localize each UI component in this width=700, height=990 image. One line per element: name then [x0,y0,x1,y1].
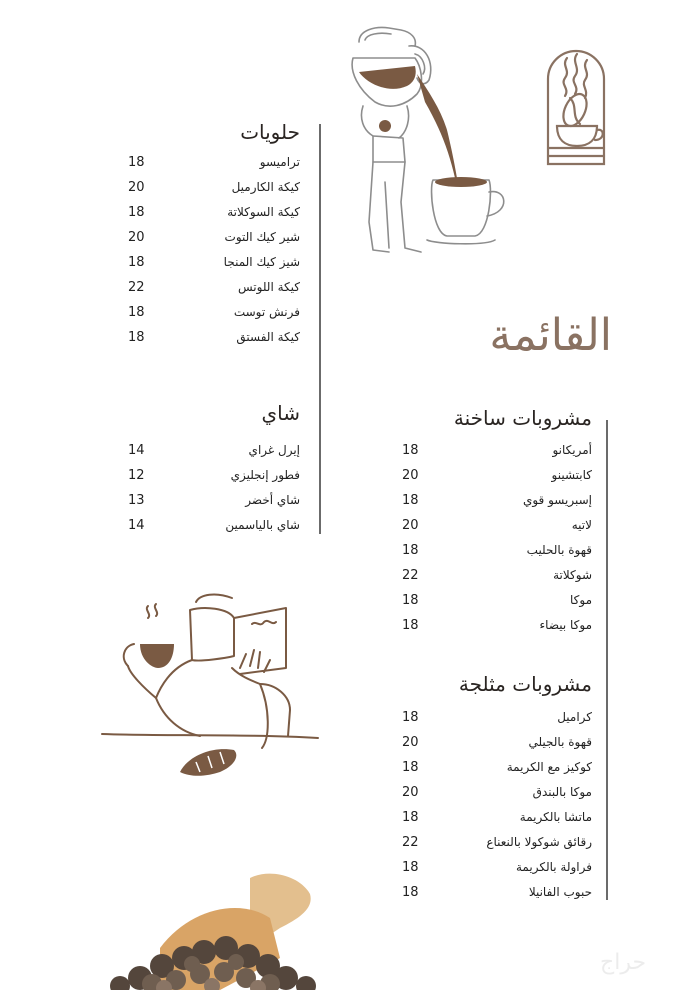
section-title: حلويات [240,120,300,144]
section-iced-drinks [402,674,592,904]
menu-item [402,590,592,610]
item-price: 18 [128,204,145,220]
item-price: 18 [402,759,419,775]
menu-item [128,440,300,460]
section-hot-drinks [402,408,592,638]
item-price: 20 [402,784,419,800]
item-name: كيكة اللوتس [237,280,300,294]
item-price: 18 [402,542,419,558]
item-price: 20 [402,517,419,533]
menu-item [402,540,592,560]
item-name: إيرل غراي [248,443,300,457]
menu-item [128,302,300,322]
divider-line [319,124,321,534]
menu-item [402,490,592,510]
section-title: شاي [261,401,300,425]
item-price: 20 [128,179,145,195]
menu-item [402,732,592,752]
item-name: كراميل [557,710,592,724]
item-name: حبوب الفانيلا [528,885,592,899]
item-name: فرنش توست [233,305,300,319]
watermark: حراج [600,950,647,975]
menu-item [128,152,300,172]
menu-item [402,832,592,852]
menu-item [402,615,592,635]
item-price: 20 [402,467,419,483]
item-name: كوكيز مع الكريمة [506,760,592,774]
item-price: 12 [128,467,145,483]
item-name: كيكة السوكلاتة [227,205,300,219]
item-price: 18 [402,592,419,608]
menu-item [402,757,592,777]
menu-item [402,782,592,802]
section-tea [128,403,300,533]
divider-line [606,420,608,900]
menu-item [128,177,300,197]
item-price: 22 [402,567,419,583]
item-name: شير كيك التوت [224,230,300,244]
menu-item [128,277,300,297]
item-name: ماتشا بالكريمة [519,810,592,824]
item-price: 20 [128,229,145,245]
item-name: ترامیسو [259,155,300,169]
item-price: 18 [402,709,419,725]
item-price: 18 [402,617,419,633]
item-price: 22 [402,834,419,850]
item-price: 18 [402,859,419,875]
item-price: 18 [402,442,419,458]
item-price: 18 [128,304,145,320]
item-name: إسبريسو قوي [522,493,592,507]
item-name: قهوة بالحليب [526,543,592,557]
menu-item [402,515,592,535]
pouring-coffee-illustration [345,22,525,260]
menu-item [128,202,300,222]
item-price: 18 [402,809,419,825]
item-name: كيكة الفستق [236,330,300,344]
item-price: 14 [128,517,145,533]
coffee-logo-icon [545,48,607,166]
menu-item [128,465,300,485]
item-name: فراولة بالكريمة [515,860,592,874]
menu-item [402,807,592,827]
item-price: 22 [128,279,145,295]
item-name: موكا بالبندق [532,785,592,799]
menu-item [128,515,300,535]
menu-item [402,707,592,727]
item-name: شاي بالياسمين [225,518,300,532]
item-name: شاي أخضر [245,493,300,507]
menu-item [128,327,300,347]
menu-item [402,465,592,485]
reading-person-illustration [100,588,325,783]
item-name: كابتشينو [551,468,592,482]
menu-item [128,490,300,510]
menu-item [402,440,592,460]
menu-item [128,227,300,247]
item-price: 14 [128,442,145,458]
section-title: مشروبات مثلجة [458,672,592,696]
item-name: فطور إنجليزي [230,468,300,482]
item-price: 18 [402,884,419,900]
item-name: شيز كيك المنجا [223,255,300,269]
coffee-beans-scoop-illustration [100,868,330,990]
menu-item [128,252,300,272]
item-name: أمريكانو [552,443,592,457]
section-title: مشروبات ساخنة [453,406,592,430]
item-name: موكا بيضاء [539,618,592,632]
item-price: 18 [128,154,145,170]
item-name: قهوة بالجيلي [528,735,592,749]
item-price: 20 [402,734,419,750]
item-price: 18 [128,254,145,270]
item-name: شوكلاتة [553,568,592,582]
menu-item [402,565,592,585]
item-name: لاتيه [571,518,592,532]
menu-item [402,857,592,877]
menu-title: القائمة [489,310,612,361]
item-name: رقائق شوكولا بالنعناع [486,835,592,849]
item-price: 18 [402,492,419,508]
section-desserts [128,122,300,352]
item-name: كيكة الكارميل [231,180,300,194]
item-price: 13 [128,492,145,508]
item-price: 18 [128,329,145,345]
menu-item [402,882,592,902]
item-name: موكا [570,593,592,607]
